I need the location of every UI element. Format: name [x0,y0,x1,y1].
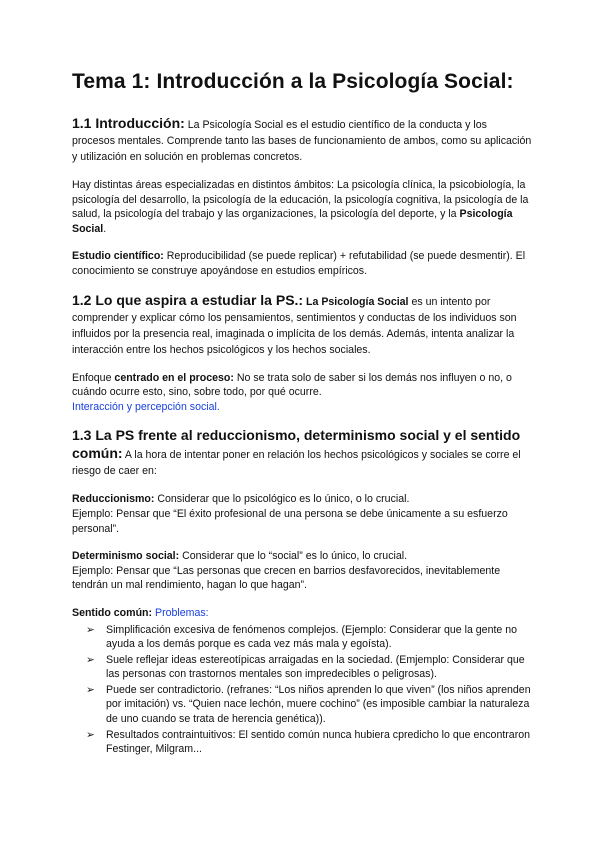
enfoque-paragraph [72,371,532,415]
arrow-bullet-icon: ➢ [86,728,95,741]
list-item-text: Puede ser contradictorio. (refranes: “Los niños aprenden lo que viven” (los niños aprenden por imitación) vs. “Quien nace lechón, muere cochino” (es imposible cambiar la naturaleza de uno cuando se trata de herencia genética)). [106,683,531,726]
determinismo-label: Determinismo social: [72,550,180,563]
enfoque-bold: centrado en el proceso: [114,371,234,384]
list-item-text: Suele reflejar ideas estereotípicas arraigadas en la sociedad. (Emjemplo: Considerar que las personas con trastornos mentales son impredecibles o peligrosas). [106,653,525,681]
sentido-label: Sentido común: [72,606,153,619]
list-item [86,728,532,757]
sentido-paragraph [72,606,532,621]
areas-end: . [103,222,107,235]
estudio-label: Estudio científico: [72,250,164,263]
list-item [86,623,532,652]
determinismo-text: Considerar que lo “social” es lo único, lo crucial. [182,550,408,563]
reduccionismo-example: Ejemplo: Pensar que “El éxito profesional de una persona se debe únicamente a su esfuerzo personal”. [72,507,508,535]
areas-text: Hay distintas áreas especializadas en distintos ámbitos: La psicología clínica, la psicobiología, la psicología del desarrollo, la psicología de la educación, la psicología cognitiva, la psicología de la salud, la psicología del trabajo y las organizaciones, la psicología del deporte, y la [72,179,529,221]
section-2-heading: 1.2 Lo que aspira a estudiar la PS.: [72,291,304,308]
page-title: Tema 1: Introducción a la Psicología Social: [72,70,514,93]
determinismo-paragraph [72,549,532,593]
problemas-link[interactable]: Problemas: [155,606,209,619]
section-2-paragraph [72,292,532,358]
document-page [72,70,532,758]
problemas-list [86,623,532,757]
list-item-text: Simplificación excesiva de fenómenos complejos. (Ejemplo: Considerar que la gente no ayuda a los demás porque es cada vez más mala y egoísta). [106,623,518,651]
estudio-text: Reproducibilidad (se puede replicar) + refutabilidad (se puede desmentir). El conocimiento se construye apoyándose en estudios empíricos. [72,250,526,277]
reduccionismo-paragraph [72,492,532,536]
section-1-intro [72,115,532,165]
areas-paragraph [72,178,532,236]
arrow-bullet-icon: ➢ [86,653,95,666]
list-item [86,653,532,682]
section-3-paragraph [72,427,532,479]
section-1-heading: 1.1 Introducción: [72,115,185,131]
reduccionismo-label: Reduccionismo: [72,493,155,506]
section-2-bold: La Psicología Social [306,295,409,308]
reduccionismo-text: Considerar que lo psicológico es lo único, o lo crucial. [157,493,410,506]
section-1-text: La Psicología Social es el estudio científico de la conducta y los procesos mentales. Comprende tanto las bases de funcionamiento de ambos, como su aplicación y utilización en solución en problemas concretos. [72,119,532,163]
arrow-bullet-icon: ➢ [86,623,95,636]
areas-bold: Psicología Social [72,208,513,235]
arrow-bullet-icon: ➢ [86,683,95,696]
estudio-paragraph [72,249,532,278]
enfoque-pre: Enfoque [72,371,112,384]
determinismo-example: Ejemplo: Pensar que “Las personas que crecen en barrios desfavorecidos, inevitablemente tendrán un mal rendimiento, hagan lo que hagan”. [72,564,501,592]
section-3-text: A la hora de intentar poner en relación los hechos psicológicos y sociales se corre el riesgo de caer en: [72,449,521,478]
section-3-heading: 1.3 La PS frente al reduccionismo, determinismo social y el sentido común: [72,427,521,462]
interaccion-link[interactable]: Interacción y percepción social. [72,400,220,413]
enfoque-text: No se trata solo de saber si los demás nos influyen o no, o cuándo ocurre esto, sino, sobre todo, por qué ocurre. [72,371,512,399]
list-item-text: Resultados contraintuitivos: El sentido común nunca hubiera cpredicho lo que encontraron Festinger, Milgram... [106,728,531,756]
section-2-text: es un intento por comprender y explicar cómo los pensamientos, sentimientos y conductas de los individuos son influidos por la presencia real, imaginada o implícita de los demás. Además, intenta analizar la interacción entre los hechos psicológicos y los hechos sociales. [72,295,517,356]
list-item [86,683,532,727]
